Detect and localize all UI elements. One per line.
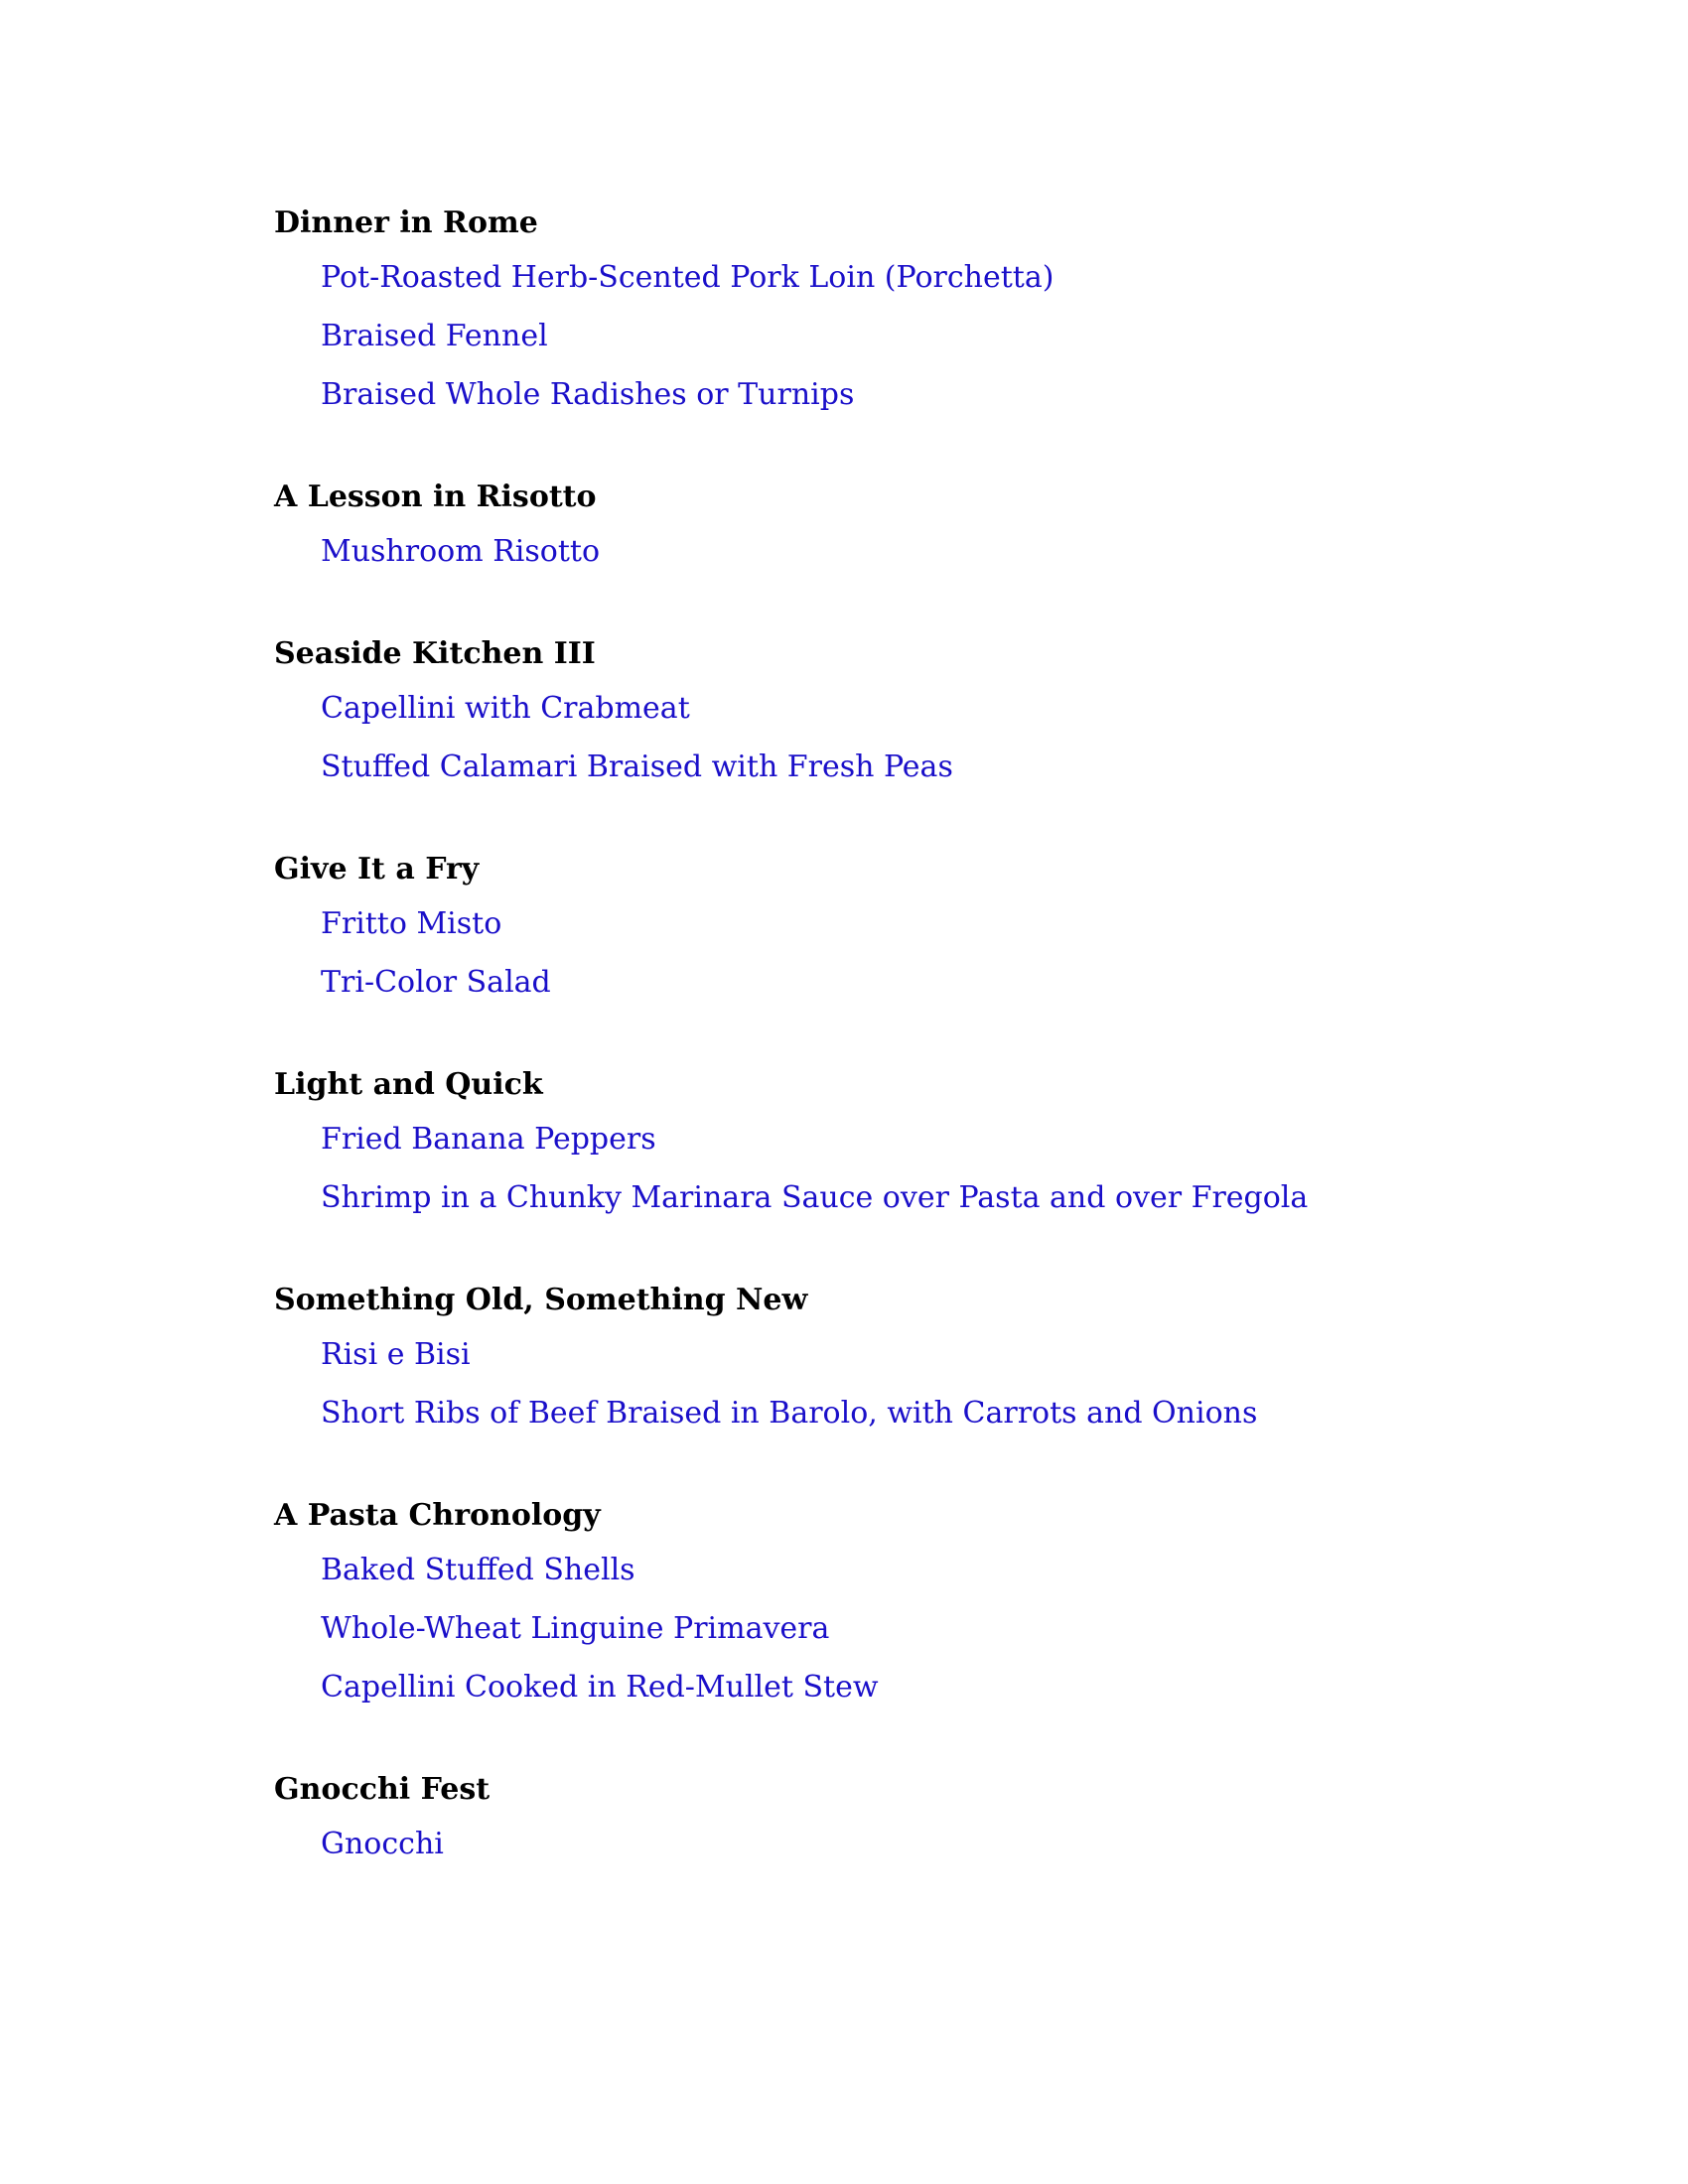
list-item	[274, 248, 1565, 307]
recipe-list	[274, 522, 1565, 581]
section-gap	[274, 1716, 1565, 1765]
recipe-list	[274, 679, 1565, 796]
recipe-list	[274, 1815, 1565, 1873]
list-item	[274, 1658, 1565, 1716]
section-gap	[274, 1012, 1565, 1060]
recipe-link[interactable]: Mushroom Risotto	[321, 534, 601, 569]
list-item	[274, 522, 1565, 581]
list-item	[274, 953, 1565, 1012]
recipe-link[interactable]: Fried Banana Peppers	[321, 1122, 656, 1157]
section-light-and-quick	[274, 1060, 1565, 1227]
section-give-it-a-fry	[274, 845, 1565, 1012]
recipe-link[interactable]: Gnocchi	[321, 1827, 444, 1861]
list-item	[274, 894, 1565, 953]
recipe-link[interactable]: Stuffed Calamari Braised with Fresh Peas	[321, 750, 953, 784]
recipe-link[interactable]: Whole-Wheat Linguine Primavera	[321, 1611, 830, 1646]
section-gap	[274, 424, 1565, 473]
section-dinner-in-rome	[274, 199, 1565, 424]
recipe-list	[274, 1541, 1565, 1716]
section-title: Dinner in Rome	[274, 205, 538, 240]
section-gap	[274, 796, 1565, 845]
recipe-link[interactable]: Capellini with Crabmeat	[321, 691, 690, 726]
section-title: Give It a Fry	[274, 852, 480, 887]
section-title: Seaside Kitchen III	[274, 636, 596, 671]
section-a-lesson-in-risotto	[274, 473, 1565, 581]
section-title: A Pasta Chronology	[274, 1498, 601, 1533]
recipe-list	[274, 248, 1565, 424]
recipe-link[interactable]: Fritto Misto	[321, 906, 502, 941]
section-title: Gnocchi Fest	[274, 1772, 491, 1807]
list-item	[274, 679, 1565, 738]
recipe-link[interactable]: Baked Stuffed Shells	[321, 1553, 635, 1587]
recipe-list	[274, 1325, 1565, 1442]
list-item	[274, 1110, 1565, 1168]
recipe-list	[274, 1110, 1565, 1227]
recipe-link[interactable]: Braised Whole Radishes or Turnips	[321, 377, 855, 412]
section-a-pasta-chronology	[274, 1491, 1565, 1716]
section-title: Light and Quick	[274, 1067, 543, 1102]
recipe-link[interactable]: Capellini Cooked in Red-Mullet Stew	[321, 1670, 879, 1705]
section-title: Something Old, Something New	[274, 1283, 808, 1317]
recipe-link[interactable]: Short Ribs of Beef Braised in Barolo, with Carrots and Onions	[321, 1396, 1258, 1431]
section-gap	[274, 1442, 1565, 1491]
recipe-link[interactable]: Risi e Bisi	[321, 1337, 471, 1372]
section-something-old-something-new	[274, 1276, 1565, 1442]
section-title: A Lesson in Risotto	[274, 479, 597, 514]
list-item	[274, 1541, 1565, 1599]
list-item	[274, 1325, 1565, 1384]
section-gap	[274, 1227, 1565, 1276]
list-item	[274, 365, 1565, 424]
recipe-link[interactable]: Pot-Roasted Herb-Scented Pork Loin (Porchetta)	[321, 260, 1055, 295]
section-gnocchi-fest	[274, 1765, 1565, 1873]
list-item	[274, 307, 1565, 365]
recipe-link[interactable]: Tri-Color Salad	[321, 965, 551, 1000]
recipe-link[interactable]: Shrimp in a Chunky Marinara Sauce over Pasta and over Fregola	[321, 1180, 1309, 1215]
recipe-list	[274, 894, 1565, 1012]
section-gap	[274, 581, 1565, 629]
recipe-link[interactable]: Braised Fennel	[321, 319, 548, 353]
list-item	[274, 1815, 1565, 1873]
list-item	[274, 1168, 1565, 1227]
section-seaside-kitchen-iii	[274, 629, 1565, 796]
list-item	[274, 1599, 1565, 1658]
list-item	[274, 738, 1565, 796]
list-item	[274, 1384, 1565, 1442]
table-of-contents	[274, 199, 1565, 1873]
